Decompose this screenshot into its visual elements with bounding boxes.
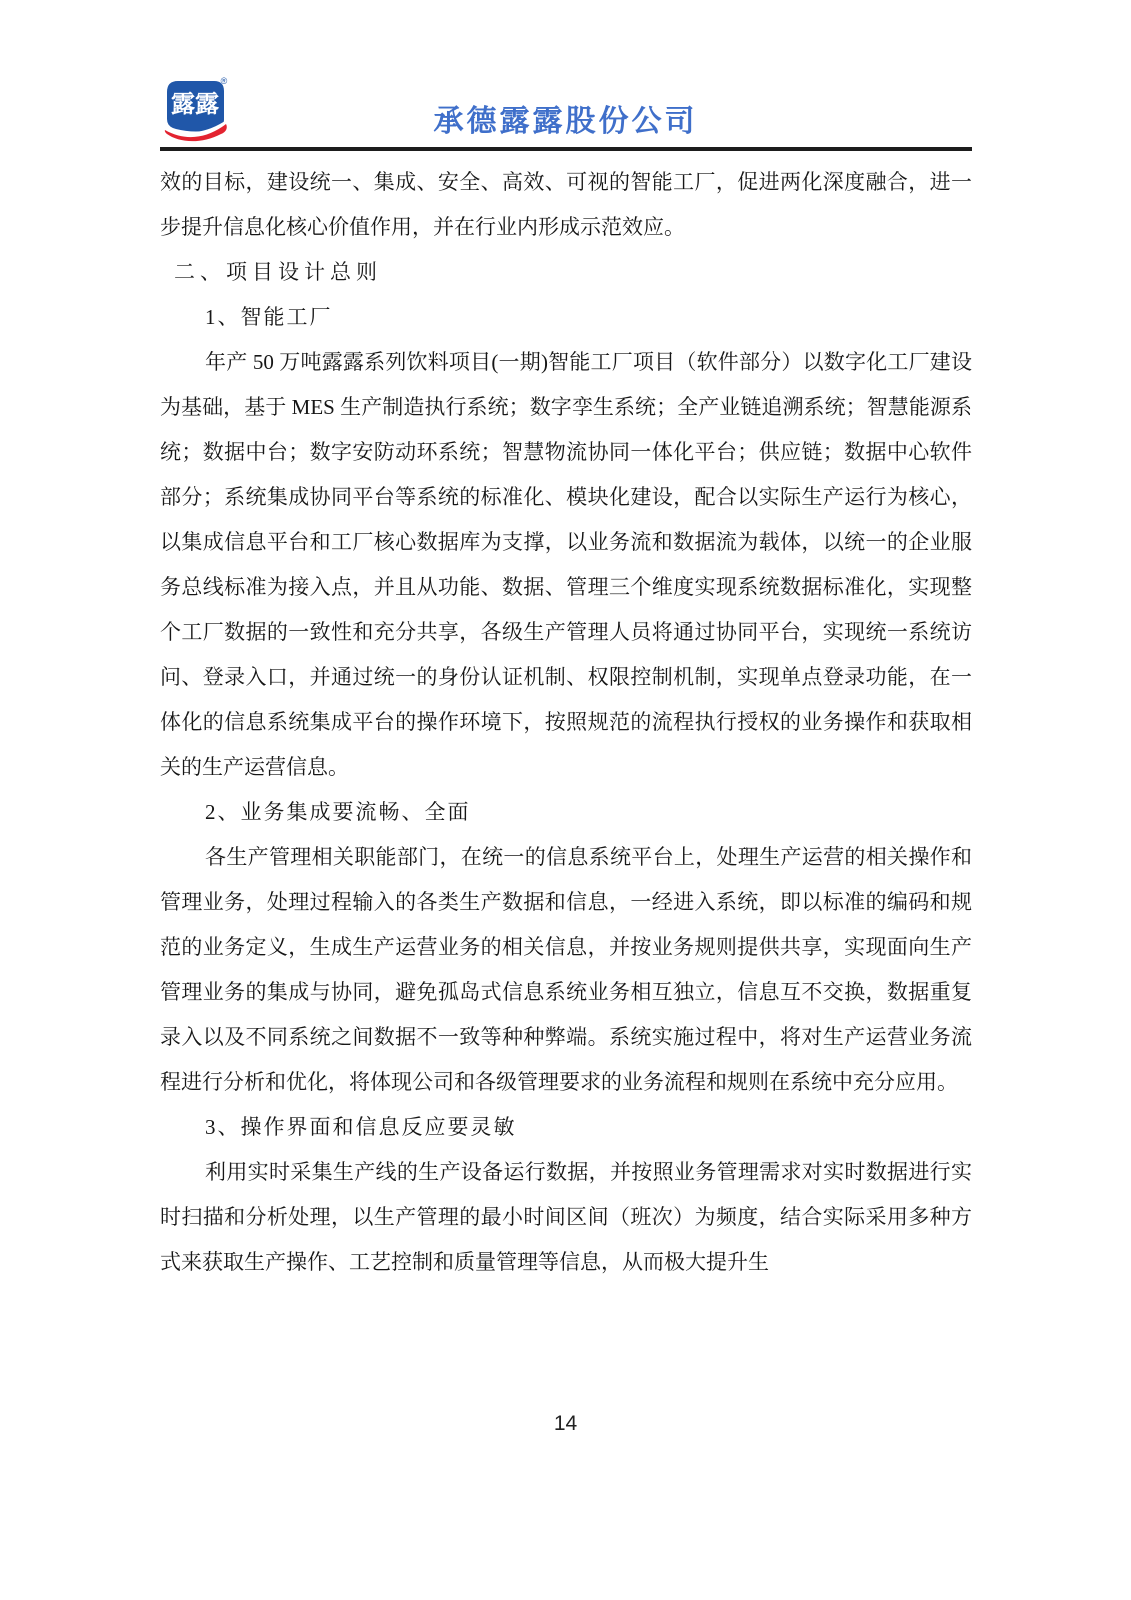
registered-mark: ® — [220, 76, 228, 86]
paragraph-ui-responsiveness: 利用实时采集生产线的生产设备运行数据，并按照业务管理需求对实时数据进行实时扫描和分析处理，以生产管理的最小时间区间（班次）为频度，结合实际采用多种方式来获取生产操作、工艺控制和质量管理等信息，从而极大提升生 — [160, 1160, 972, 1274]
section-heading: 二、项目设计总则 — [174, 260, 382, 284]
sub-heading-2: 2、业务集成要流畅、全面 — [205, 800, 471, 824]
sub-heading-1: 1、智能工厂 — [205, 305, 333, 329]
sub-heading-3: 3、操作界面和信息反应要灵敏 — [205, 1115, 517, 1139]
page-number: 14 — [553, 1412, 578, 1435]
logo-characters: 露露 — [171, 91, 219, 118]
company-title: 承德露露股份公司 — [433, 105, 698, 138]
paragraph-business-integration: 各生产管理相关职能部门，在统一的信息系统平台上，处理生产运营的相关操作和管理业务，处理过程输入的各类生产数据和信息，一经进入系统，即以标准的编码和规范的业务定义，生成生产运营业务的相关信息，并按业务规则提供共享，实现面向生产管理业务的集成与协同，避免孤岛式信息系统业务相互独立，信息互不交换，数据重复录入以及不同系统之间数据不一致等种种弊端。系统实施过程中，将对生产运营业务流程进行分析和优化，将体现公司和各级管理要求的业务流程和规则在系统中充分应用。 — [160, 845, 972, 1094]
paragraph-smart-factory: 年产 50 万吨露露系列饮料项目(一期)智能工厂项目（软件部分）以数字化工厂建设为基础，基于 MES 生产制造执行系统；数字孪生系统；全产业链追溯系统；智慧能源系统；数据中台；数字安防动环系统；智慧物流协同一体化平台；供应链；数据中心软件部分；系统集成协同平台等系统的标准化、模块化建设，配合以实际生产运行为核心，以集成信息平台和工厂核心数据库为支撑，以业务流和数据流为载体，以统一的企业服务总线标准为接入点，并且从功能、数据、管理三个维度实现系统数据标准化，实现整个工厂数据的一致性和充分共享，各级生产管理人员将通过协同平台，实现统一系统访问、登录入口，并通过统一的身份认证机制、权限控制机制，实现单点登录功能，在一体化的信息系统集成平台的操作环境下，按照规范的流程执行授权的业务操作和获取相关的生产运营信息。 — [160, 350, 972, 779]
document-body — [160, 160, 972, 1285]
paragraph-continuation: 效的目标，建设统一、集成、安全、高效、可视的智能工厂，促进两化深度融合，进一步提升信息化核心价值作用，并在行业内形成示范效应。 — [160, 170, 972, 239]
header-divider — [160, 147, 972, 151]
